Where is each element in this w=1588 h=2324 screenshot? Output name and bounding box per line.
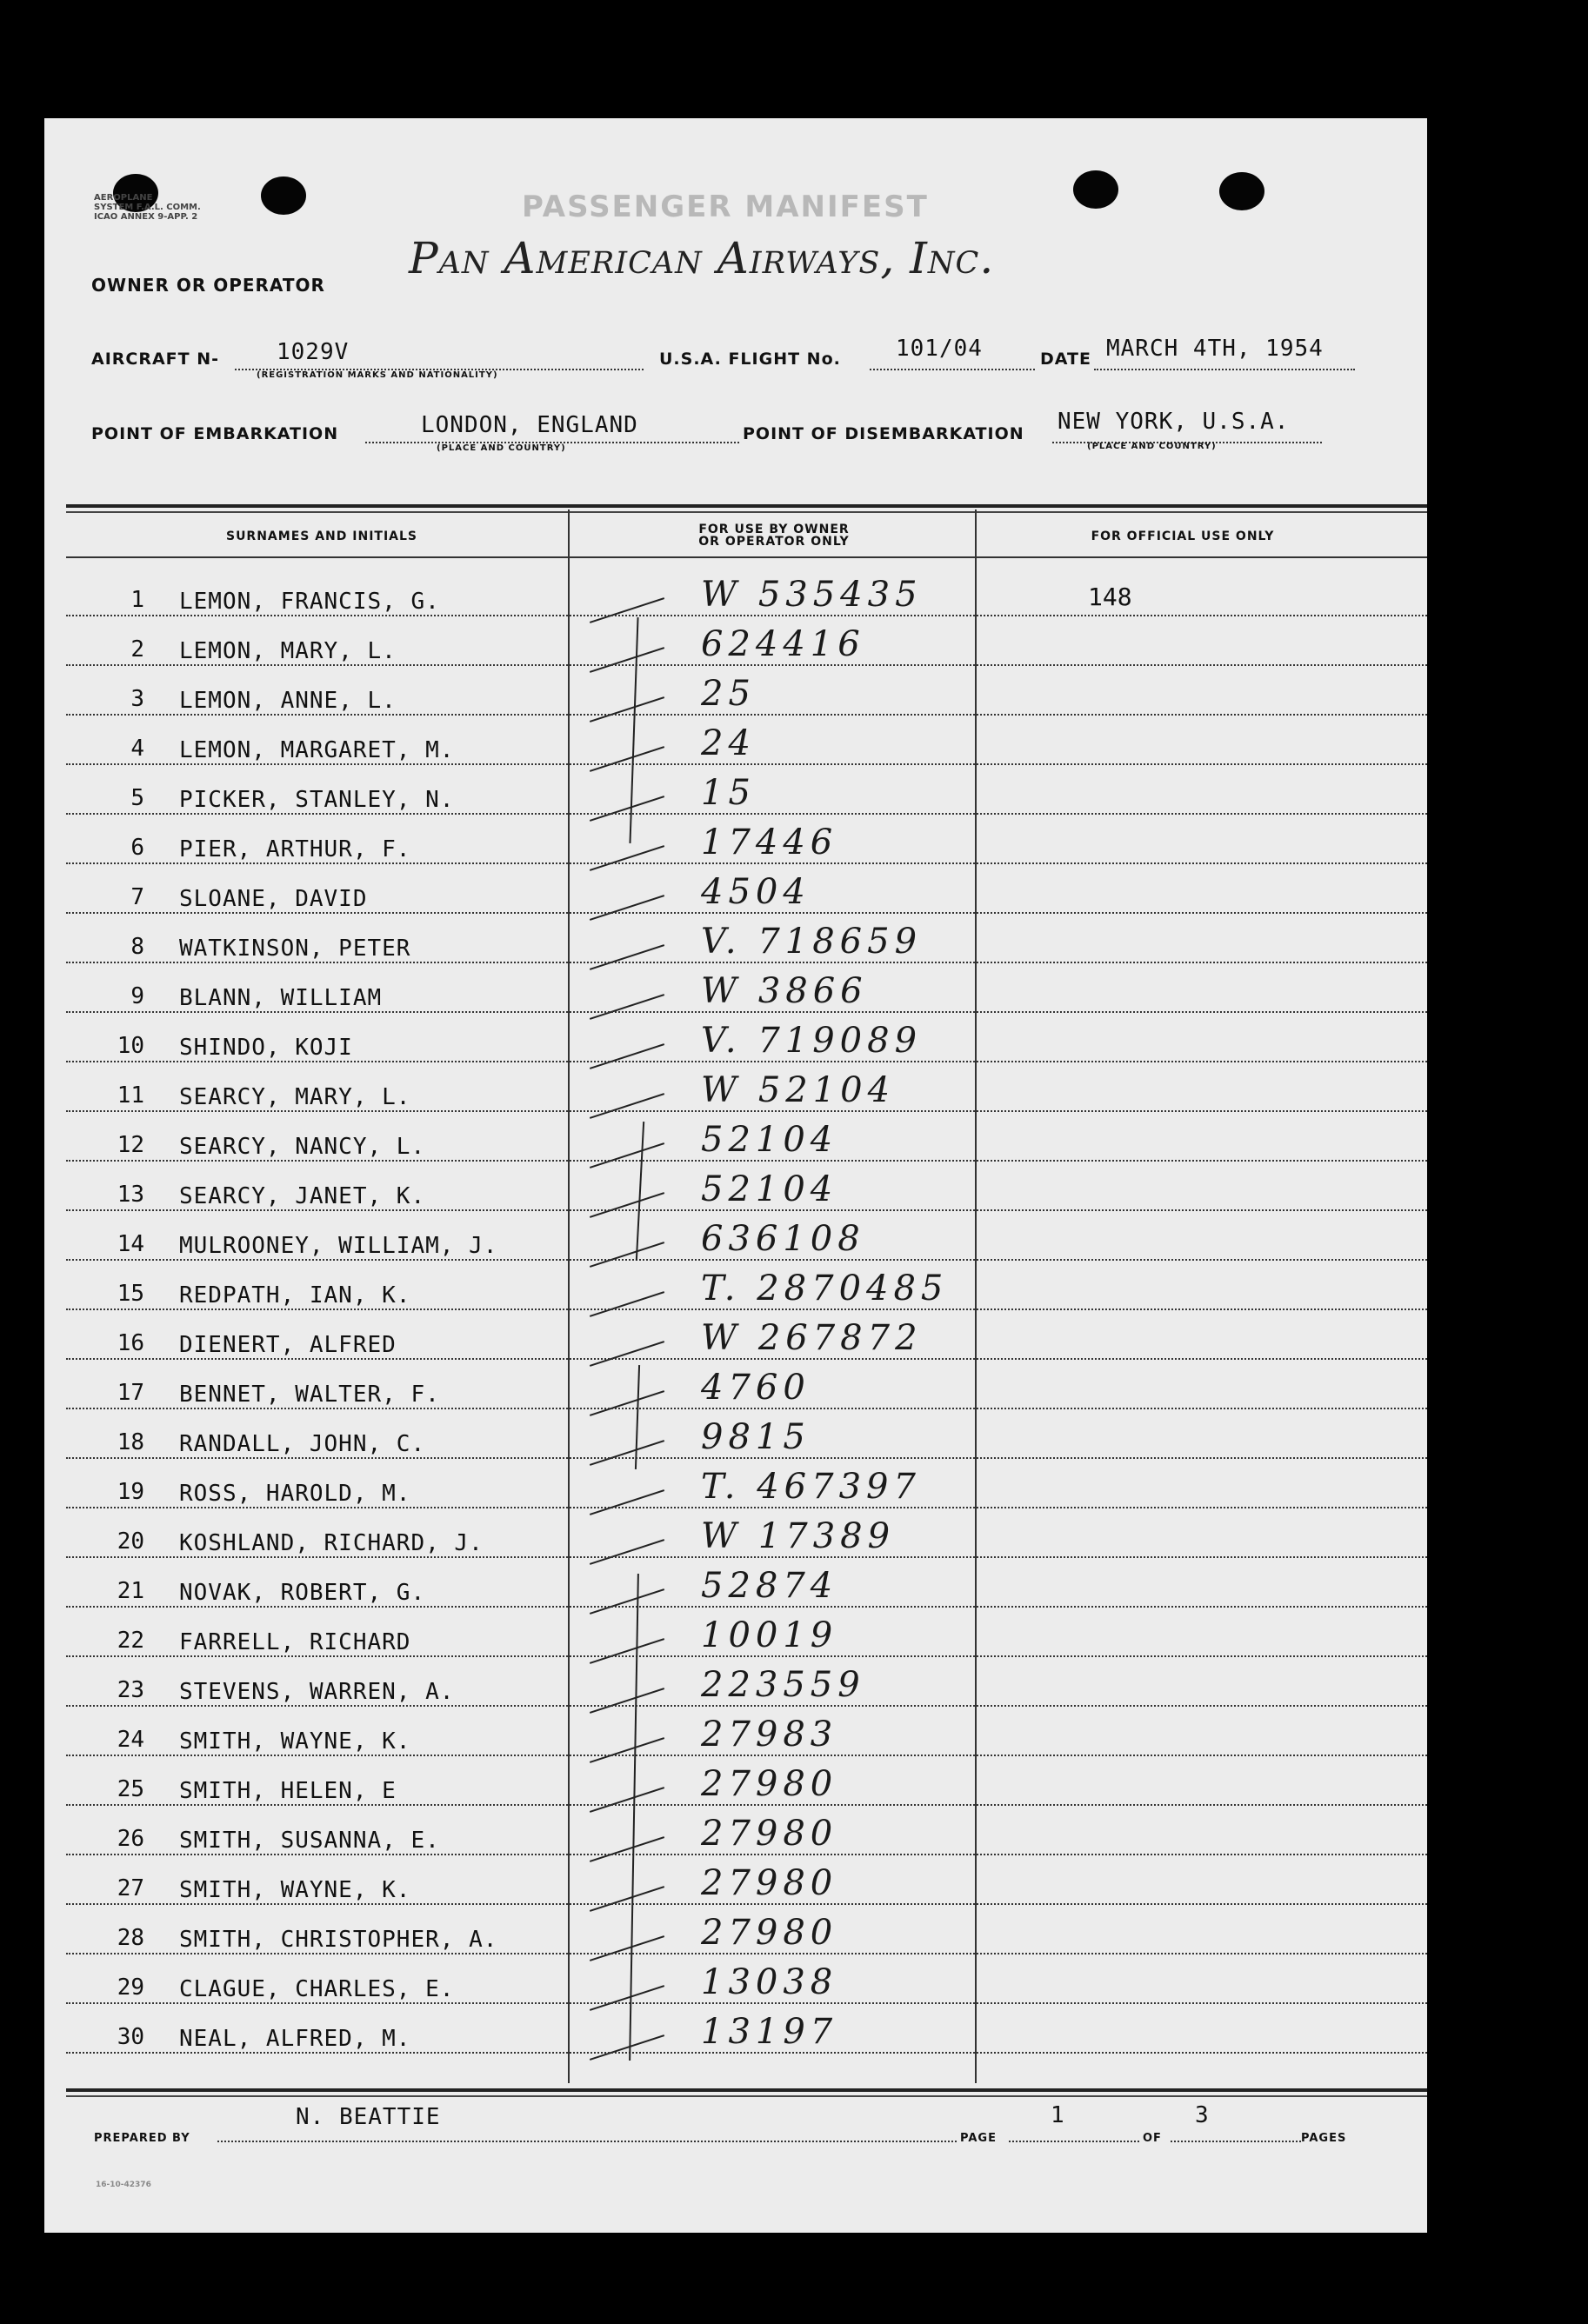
row-number: 28 <box>117 1925 144 1951</box>
row-number: 30 <box>117 2024 144 2050</box>
row-rule <box>66 2052 1427 2054</box>
prepared-by-value: N. BEATTIE <box>296 2104 441 2130</box>
row-number: 20 <box>117 1528 144 1555</box>
row-number: 6 <box>130 835 144 861</box>
column-header-owner <box>609 523 939 548</box>
passenger-name: WATKINSON, PETER <box>179 936 411 962</box>
passenger-name: SHINDO, KOJI <box>179 1035 353 1061</box>
handwritten-entry: V. 719089 <box>701 1021 923 1061</box>
passenger-name: MULROONEY, WILLIAM, J. <box>179 1233 498 1259</box>
handwritten-entry: 223559 <box>701 1665 865 1705</box>
column-header-names: SURNAMES AND INITIALS <box>225 529 417 543</box>
row-number: 10 <box>117 1033 144 1059</box>
table-top-rule <box>66 504 1427 508</box>
table-row <box>66 1409 1427 1459</box>
passenger-name: BLANN, WILLIAM <box>179 985 383 1011</box>
print-stamp: 16-10-42376 <box>96 2181 151 2189</box>
table-row <box>66 666 1427 716</box>
handwritten-entry: 27980 <box>701 1764 838 1804</box>
aircraft-label: AIRCRAFT N- <box>91 350 220 369</box>
of-label: OF <box>1143 2132 1162 2145</box>
row-number: 24 <box>117 1727 144 1753</box>
row-number: 13 <box>117 1182 144 1208</box>
handwritten-entry: V. 718659 <box>701 922 923 962</box>
flight-value: 101/04 <box>896 336 983 362</box>
table-row <box>66 914 1427 963</box>
passenger-name: SMITH, CHRISTOPHER, A. <box>179 1927 498 1953</box>
passenger-name: PICKER, STANLEY, N. <box>179 787 455 813</box>
table-row <box>66 616 1427 666</box>
table-row <box>66 1459 1427 1508</box>
table-row <box>66 1062 1427 1112</box>
table-row <box>66 1954 1427 2004</box>
handwritten-entry: 17446 <box>701 822 838 862</box>
handwritten-entry: 13197 <box>701 2012 838 2052</box>
passenger-name: DIENERT, ALFRED <box>179 1332 397 1358</box>
punch-hole <box>261 176 306 215</box>
embarkation-label: POINT OF EMBARKATION <box>91 424 339 443</box>
table-row <box>66 1806 1427 1855</box>
passenger-name: SEARCY, NANCY, L. <box>179 1134 426 1160</box>
table-row <box>66 1261 1427 1310</box>
handwritten-entry: T. 467397 <box>701 1467 921 1507</box>
row-number: 26 <box>117 1826 144 1852</box>
handwritten-entry: 25 <box>701 674 756 714</box>
embarkation-sublabel: (PLACE AND COUNTRY) <box>437 443 566 453</box>
row-number: 3 <box>130 686 144 712</box>
row-number: 29 <box>117 1974 144 2001</box>
date-label: DATE <box>1040 350 1091 369</box>
handwritten-entry: 15 <box>701 773 756 813</box>
row-number: 8 <box>130 934 144 960</box>
row-number: 5 <box>130 785 144 811</box>
form-reference-line: AEROPLANE <box>94 193 153 203</box>
table-row <box>66 2004 1427 2054</box>
table-bottom-rule-inner <box>66 2095 1427 2097</box>
flight-label: U.S.A. FLIGHT No. <box>659 350 841 369</box>
passenger-name: SMITH, HELEN, E <box>179 1778 397 1804</box>
prepared-by-underline <box>217 2141 957 2142</box>
row-number: 7 <box>130 884 144 910</box>
passenger-name: SMITH, WAYNE, K. <box>179 1877 411 1903</box>
handwritten-entry: 24 <box>701 723 756 763</box>
table-row <box>66 1112 1427 1162</box>
row-number: 22 <box>117 1628 144 1654</box>
header-rule <box>66 556 1427 558</box>
passenger-name: SEARCY, MARY, L. <box>179 1084 411 1110</box>
table-row <box>66 1608 1427 1657</box>
table-row <box>66 1756 1427 1806</box>
date-value: MARCH 4TH, 1954 <box>1106 336 1324 362</box>
aircraft-value: 1029V <box>277 339 350 365</box>
aircraft-sublabel: (REGISTRATION MARKS AND NATIONALITY) <box>257 370 498 380</box>
row-number: 4 <box>130 736 144 762</box>
row-number: 23 <box>117 1677 144 1703</box>
passenger-name: CLAGUE, CHARLES, E. <box>179 1976 455 2002</box>
punch-hole <box>1219 172 1264 210</box>
form-reference-line: ICAO ANNEX 9-APP. 2 <box>94 212 198 222</box>
table-bottom-rule <box>66 2088 1427 2092</box>
handwritten-entry: 27983 <box>701 1715 838 1755</box>
passenger-name: RANDALL, JOHN, C. <box>179 1431 426 1457</box>
row-number: 18 <box>117 1429 144 1455</box>
passenger-name: SEARCY, JANET, K. <box>179 1183 426 1209</box>
row-number: 25 <box>117 1776 144 1802</box>
handwritten-entry: W 52104 <box>701 1070 896 1110</box>
passenger-name: BENNET, WALTER, F. <box>179 1382 440 1408</box>
passenger-name: LEMON, MARY, L. <box>179 638 397 664</box>
table-row <box>66 1310 1427 1360</box>
page-underline <box>1009 2141 1139 2142</box>
row-number: 1 <box>130 587 144 613</box>
table-row <box>66 1707 1427 1756</box>
row-number: 19 <box>117 1479 144 1505</box>
row-number: 15 <box>117 1281 144 1307</box>
passenger-name: FARRELL, RICHARD <box>179 1629 411 1655</box>
embarkation-value: LONDON, ENGLAND <box>421 412 638 438</box>
disembarkation-value: NEW YORK, U.S.A. <box>1058 409 1290 435</box>
row-number: 12 <box>117 1132 144 1158</box>
of-underline <box>1171 2141 1301 2142</box>
row-number: 2 <box>130 636 144 663</box>
handwritten-entry: 624416 <box>701 624 865 664</box>
passenger-name: NEAL, ALFRED, M. <box>179 2026 411 2052</box>
column-header-owner-line: FOR USE BY OWNER <box>698 523 850 536</box>
table-row <box>66 567 1427 616</box>
handwritten-entry: 13038 <box>701 1962 838 2002</box>
flight-underline <box>870 369 1035 370</box>
company-name: Pan American Airways, Inc. <box>409 233 995 283</box>
handwritten-entry: 9815 <box>701 1417 811 1457</box>
date-underline <box>1094 369 1355 370</box>
table-row <box>66 1360 1427 1409</box>
passenger-name: STEVENS, WARREN, A. <box>179 1679 455 1705</box>
handwritten-entry: W 535435 <box>701 575 923 615</box>
handwritten-entry: W 3866 <box>701 971 868 1011</box>
official-entry: 148 <box>1088 583 1132 611</box>
table-row <box>66 963 1427 1013</box>
handwritten-entry: W 17389 <box>701 1516 896 1556</box>
punch-hole <box>1073 170 1118 209</box>
prepared-by-label: PREPARED BY <box>94 2132 190 2145</box>
passenger-name: ROSS, HAROLD, M. <box>179 1481 411 1507</box>
table-row <box>66 1508 1427 1558</box>
form-reference <box>94 193 201 222</box>
column-header-official: FOR OFFICIAL USE ONLY <box>1091 529 1275 543</box>
table-row <box>66 1013 1427 1062</box>
table-row <box>66 1558 1427 1608</box>
handwritten-entry: 27980 <box>701 1814 838 1854</box>
table-row <box>66 1855 1427 1905</box>
table-top-rule-inner <box>66 511 1427 513</box>
table-row <box>66 765 1427 815</box>
passenger-name: LEMON, MARGARET, M. <box>179 737 455 763</box>
handwritten-entry: 636108 <box>701 1219 865 1259</box>
handwritten-entry: 10019 <box>701 1615 838 1655</box>
row-number: 21 <box>117 1578 144 1604</box>
table-row <box>66 864 1427 914</box>
passenger-name: NOVAK, ROBERT, G. <box>179 1580 426 1606</box>
handwritten-entry: 27980 <box>701 1913 838 1953</box>
page-label: PAGE <box>960 2132 997 2145</box>
handwritten-entry: W 267872 <box>701 1318 923 1358</box>
table-row <box>66 1657 1427 1707</box>
page-value: 1 <box>1051 2102 1065 2128</box>
row-number: 14 <box>117 1231 144 1257</box>
row-number: 17 <box>117 1380 144 1406</box>
pages-label: PAGES <box>1301 2132 1347 2145</box>
form-title: PASSENGER MANIFEST <box>522 190 929 224</box>
table-row <box>66 1162 1427 1211</box>
handwritten-entry: 52104 <box>701 1120 838 1160</box>
row-number: 27 <box>117 1875 144 1901</box>
table-row <box>66 815 1427 864</box>
passenger-name: REDPATH, IAN, K. <box>179 1282 411 1308</box>
table-row <box>66 1905 1427 1954</box>
passenger-name: SMITH, WAYNE, K. <box>179 1728 411 1755</box>
handwritten-entry: 27980 <box>701 1863 838 1903</box>
handwritten-entry: T. 2870485 <box>701 1269 949 1308</box>
handwritten-entry: 52104 <box>701 1169 838 1209</box>
passenger-name: SMITH, SUSANNA, E. <box>179 1828 440 1854</box>
disembarkation-label: POINT OF DISEMBARKATION <box>743 424 1024 443</box>
passenger-name: KOSHLAND, RICHARD, J. <box>179 1530 484 1556</box>
passenger-name: LEMON, FRANCIS, G. <box>179 589 440 615</box>
row-number: 11 <box>117 1082 144 1109</box>
table-row <box>66 716 1427 765</box>
of-value: 3 <box>1195 2102 1210 2128</box>
handwritten-entry: 4504 <box>701 872 811 912</box>
disembarkation-sublabel: (PLACE AND COUNTRY) <box>1087 442 1217 451</box>
column-header-owner-line: OR OPERATOR ONLY <box>698 535 850 549</box>
passenger-name: LEMON, ANNE, L. <box>179 688 397 714</box>
form-reference-line: SYSTEM F.A.L. COMM. <box>94 203 201 212</box>
row-number: 9 <box>130 983 144 1009</box>
table-row <box>66 1211 1427 1261</box>
passenger-name: SLOANE, DAVID <box>179 886 368 912</box>
handwritten-entry: 4760 <box>701 1368 811 1408</box>
owner-label: OWNER OR OPERATOR <box>91 275 325 296</box>
handwritten-entry: 52874 <box>701 1566 838 1606</box>
row-number: 16 <box>117 1330 144 1356</box>
passenger-name: PIER, ARTHUR, F. <box>179 836 411 862</box>
